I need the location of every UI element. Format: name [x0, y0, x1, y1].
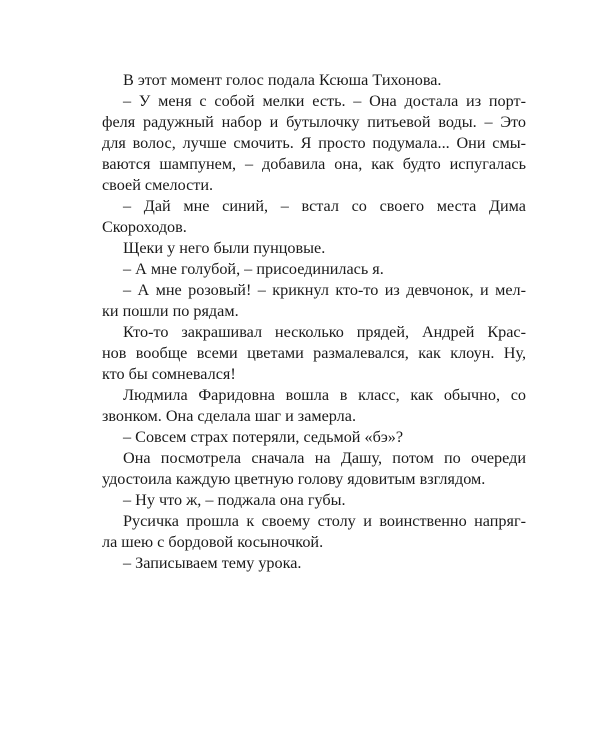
text-line: Людмила Фаридовна вошла в класс, как обычно, со [123, 386, 526, 404]
text-line: ваются шампунем, – добавила она, как будто испугалась [102, 155, 526, 173]
text-line: – А мне голубой, – присоединилась я. [123, 260, 384, 278]
text-line: звонком. Она сделала шаг и замерла. [102, 407, 356, 425]
paragraph [102, 280, 526, 322]
paragraph [102, 427, 526, 448]
text-line: удостоила каждую цветную голову ядовитым взглядом. [102, 470, 486, 488]
paragraph [102, 70, 526, 91]
text-line: кто бы сомневался! [102, 365, 236, 383]
text-line: – Дай мне синий, – встал со своего места Дима [123, 197, 526, 215]
text-line: феля радужный набор и бутылочку питьевой воды. – Это [102, 113, 526, 131]
text-line: – Совсем страх потеряли, седьмой «бэ»? [123, 428, 404, 446]
text-line: Скороходов. [102, 218, 187, 236]
paragraph [102, 511, 526, 553]
paragraph [102, 91, 526, 196]
paragraph [102, 553, 526, 574]
text-line: Она посмотрела сначала на Дашу, потом по очереди [123, 449, 526, 467]
text-line: – А мне розовый! – крикнул кто-то из девчонок, и мел- [123, 281, 526, 299]
text-line: В этот момент голос подала Ксюша Тихонова. [123, 71, 442, 89]
paragraph [102, 490, 526, 511]
body-text [102, 70, 526, 574]
text-line: – Записываем тему урока. [123, 554, 302, 572]
text-line: Кто-то закрашивал несколько прядей, Андрей Крас- [123, 323, 526, 341]
text-line: Щеки у него были пунцовые. [123, 239, 326, 257]
paragraph [102, 238, 526, 259]
text-line: нов вообще всеми цветами размалевался, как клоун. Ну, [102, 344, 526, 362]
paragraph [102, 322, 526, 385]
text-line: для волос, лучше смочить. Я просто подумала... Они смы- [102, 134, 526, 152]
text-line: ки пошли по рядам. [102, 302, 239, 320]
paragraph [102, 196, 526, 238]
text-line: – У меня с собой мелки есть. – Она достала из порт- [123, 92, 526, 110]
paragraph [102, 259, 526, 280]
text-line: своей смелости. [102, 176, 214, 194]
paragraph [102, 448, 526, 490]
text-line: – Ну что ж, – поджала она губы. [123, 491, 346, 509]
paragraph [102, 385, 526, 427]
text-line: ла шею с бордовой косыночкой. [102, 533, 324, 551]
text-line: Русичка прошла к своему столу и воинственно напряг- [123, 512, 526, 530]
